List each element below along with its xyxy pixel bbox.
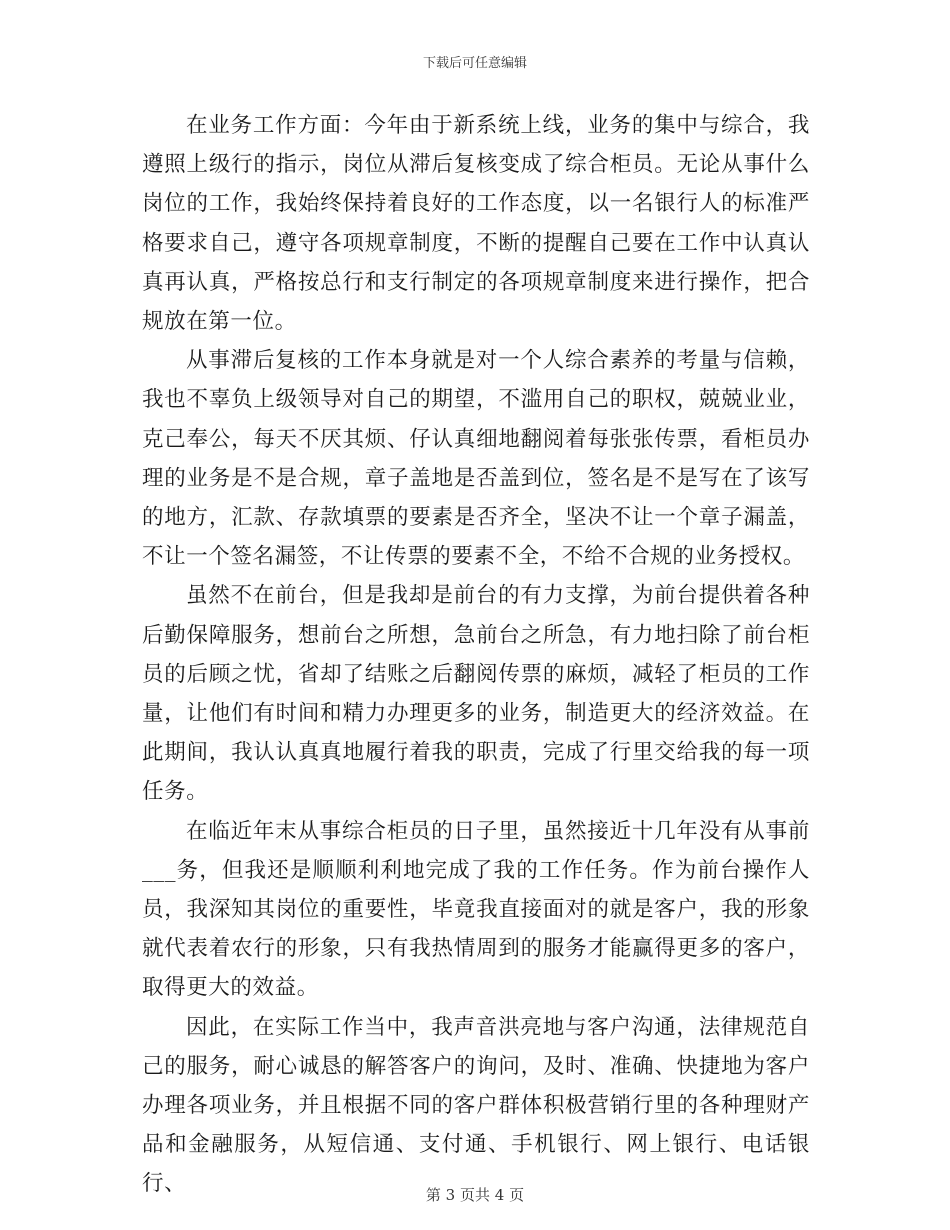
paragraph: 在临近年末从事综合柜员的日子里，虽然接近十几年没有从事前___务，但我还是顺顺利利地完成了我的工作任务。作为前台操作人员，我深知其岗位的重要性，毕竟我直接面对的就是客户，我的形象就代表着农行的形象，只有我热情周到的服务才能赢得更多的客户，取得更大的效益。 (142, 818, 810, 1001)
document-body (142, 106, 810, 1204)
page-header: 下载后可任意编辑 (422, 56, 527, 71)
paragraph: 虽然不在前台，但是我却是前台的有力支撑，为前台提供着各种后勤保障服务，想前台之所想，急前台之所急，有力地扫除了前台柜员的后顾之忧，省却了结账之后翻阅传票的麻烦，减轻了柜员的工作量，让他们有时间和精力办理更多的业务，制造更大的经济效益。在此期间，我认认真真地履行着我的职责，完成了行里交给我的每一项任务。 (142, 583, 810, 805)
paragraph: 因此，在实际工作当中，我声音洪亮地与客户沟通，法律规范自己的服务，耐心诚恳的解答客户的询问，及时、准确、快捷地为客户办理各项业务，并且根据不同的客户群体积极营销行里的各种理财产品和金融服务，从短信通、支付通、手机银行、网上银行、电话银行、 (142, 1014, 810, 1197)
page-number: 第 3 页共 4 页 (425, 1186, 525, 1204)
paragraph: 从事滞后复核的工作本身就是对一个人综合素养的考量与信赖，我也不辜负上级领导对自己的期望，不滥用自己的职权，兢兢业业，克己奉公，每天不厌其烦、仔认真细地翻阅着每张张传票，看柜员办理的业务是不是合规，章子盖地是否盖到位，签名是不是写在了该写的地方，汇款、存款填票的要素是否齐全，坚决不让一个章子漏盖，不让一个签名漏签，不让传票的要素不全，不给不合规的业务授权。 (142, 348, 810, 570)
paragraph: 在业务工作方面：今年由于新系统上线，业务的集中与综合，我遵照上级行的指示，岗位从滞后复核变成了综合柜员。无论从事什么岗位的工作，我始终保持着良好的工作态度，以一名银行人的标准严格要求自己，遵守各项规章制度，不断的提醒自己要在工作中认真认真再认真，严格按总行和支行制定的各项规章制度来进行操作，把合规放在第一位。 (142, 113, 810, 335)
